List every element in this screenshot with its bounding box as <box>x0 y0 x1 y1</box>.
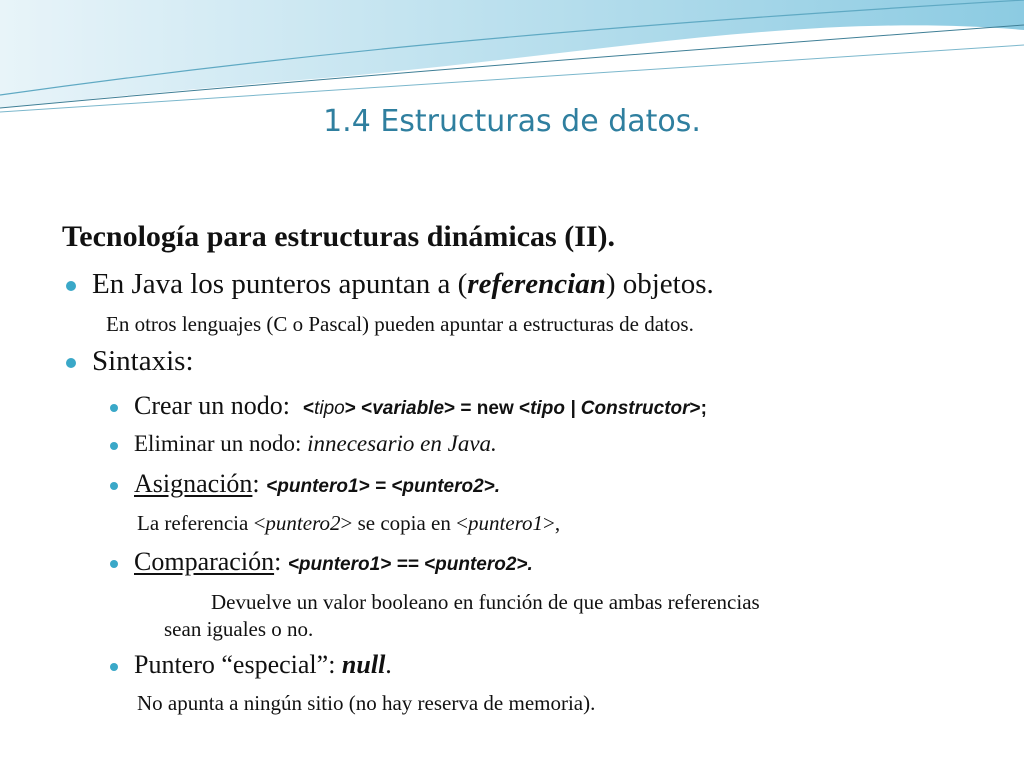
sub-bullet-dot-icon <box>110 663 118 671</box>
sub-bullet-dot-icon <box>110 560 118 568</box>
sub-bullet-dot-icon <box>110 482 118 490</box>
sub-bullet-dot-icon <box>110 442 118 450</box>
item-comparacion: Comparación: <puntero1> == <puntero2>. <box>134 547 533 576</box>
item-eliminar-nodo: Eliminar un nodo: innecesario en Java. <box>134 431 497 456</box>
note-asignacion: La referencia <puntero2> se copia en <puntero1>, <box>137 511 561 535</box>
sub-bullet-dot-icon <box>110 404 118 412</box>
note-otros-lenguajes: En otros lenguajes (C o Pascal) pueden apuntar a estructuras de datos. <box>106 312 694 336</box>
section-heading: Tecnología para estructuras dinámicas (II). <box>62 220 616 253</box>
note-comparacion-line2: sean iguales o no. <box>164 617 314 641</box>
slide-title: 1.4 Estructuras de datos. <box>323 104 701 139</box>
bullet-dot-icon <box>66 358 76 368</box>
bullet-sintaxis: Sintaxis: <box>92 345 194 377</box>
bullet-dot-icon <box>66 281 76 291</box>
note-comparacion-line1: Devuelve un valor booleano en función de que ambas referencias <box>211 590 760 614</box>
item-asignacion: Asignación: <puntero1> = <puntero2>. <box>134 469 501 498</box>
note-null: No apunta a ningún sitio (no hay reserva de memoria). <box>137 691 596 715</box>
item-crear-nodo: Crear un nodo: <tipo> <variable> = new <tipo | Constructor>; <box>134 391 707 420</box>
bullet-java-punteros: En Java los punteros apuntan a (referencian) objetos. <box>92 268 714 300</box>
item-puntero-null: Puntero “especial”: null. <box>134 650 392 679</box>
